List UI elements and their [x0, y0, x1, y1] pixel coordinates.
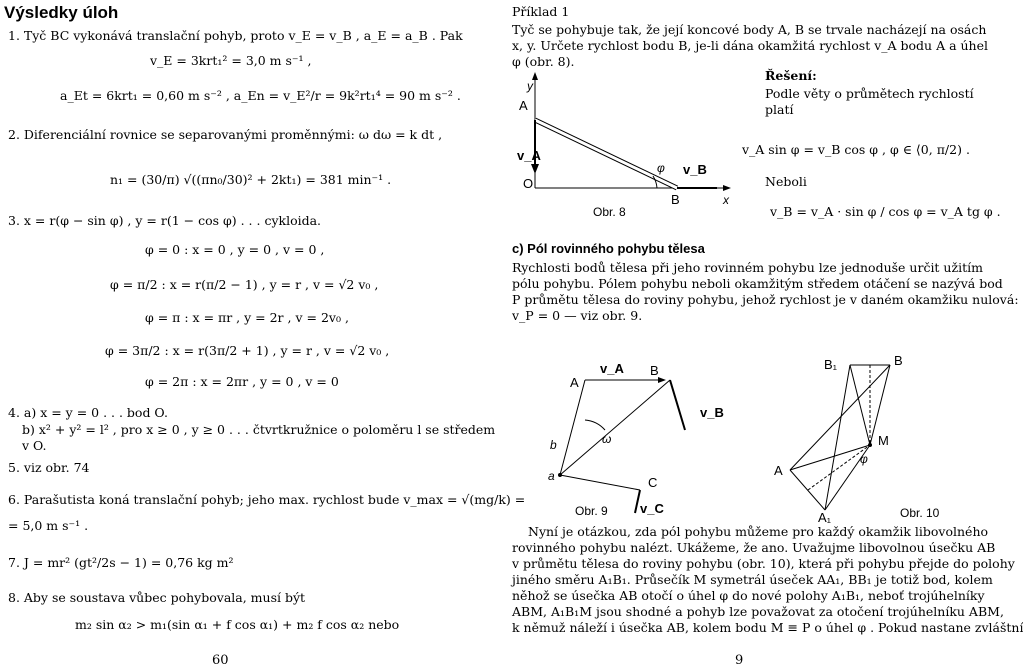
answer-3-line-1: φ = 0 : x = 0 , y = 0 , v = 0 , [145, 242, 325, 257]
answer-1: 1. Tyč BC vykonává translační pohyb, proto v_E = v_B , a_E = a_B . Pak [8, 28, 463, 43]
fig8-label-y: y [527, 79, 533, 93]
figure-10 [760, 345, 955, 525]
answer-2-formula: n₁ = (30/π) √((πn₀/30)² + 2kt₁) = 381 min⁻¹ . [110, 172, 392, 187]
fig8-label-o: O [523, 176, 534, 191]
x-axis-arrow [723, 185, 731, 191]
example-text-line-2: x, y. Určete rychlost bodu B, je-li dána okamžitá rychlost v_A bodu A a úhel [512, 38, 989, 53]
fig8-label-x: x [723, 193, 729, 207]
fig9-label-va: v_A [600, 361, 624, 376]
point-m [868, 443, 872, 447]
section-p1-line-2: pólu pohybu. Pólem pohybu neboli okamžitým středem otáčení se nazývá bod [512, 276, 1003, 291]
fig9-label-c: C [648, 475, 658, 490]
fig9-caption: Obr. 9 [575, 504, 608, 518]
answer-8-formula: m₂ sin α₂ > m₁(sin α₁ + f cos α₁) + m₂ f cos α₂ nebo [75, 617, 400, 632]
fig10-caption: Obr. 10 [900, 506, 940, 520]
answer-1-formula-2: a_Et = 6krt₁ = 0,60 m s⁻² , a_En = v_E²/r = 9k²rt₁⁴ = 90 m s⁻² . [60, 88, 461, 103]
page-number-right: 9 [735, 653, 744, 668]
fig8-caption: Obr. 8 [593, 205, 626, 219]
fig9-label-a: A [570, 375, 579, 390]
figure-8 [505, 68, 755, 228]
answer-3-line-3: φ = π : x = πr , y = 2r , v = 2v₀ , [145, 310, 349, 325]
example-text-line-3: φ (obr. 8). [512, 54, 575, 69]
figure-9 [540, 345, 740, 520]
solution-heading: Řešení: [765, 68, 817, 83]
section-p1-line-3: P průmětu tělesa do roviny pohybu, jehož rychlost je v daném okamžiku nulová: [512, 292, 1019, 307]
solution-text-line-2: platí [765, 102, 794, 117]
answer-1-formula-1: v_E = 3krt₁² = 3,0 m s⁻¹ , [150, 53, 312, 68]
fig9-label-small-a: a [548, 469, 555, 483]
fig8-label-phi: φ [657, 161, 665, 175]
section-p2-line-4: jiného směru A₁B₁. Průsečík M symetrál úseček AA₁, BB₁ je totiž bod, kolem [512, 572, 993, 587]
fig8-label-b: B [671, 192, 680, 207]
page-number-left: 60 [212, 653, 229, 668]
section-p2-line-2: rovinného pohybu nalézt. Ukážeme, že ano. Uvažujme libovolnou úsečku AB [512, 540, 996, 555]
fig9-label-small-b: b [550, 438, 557, 452]
example-text-line-1: Tyč se pohybuje tak, že její koncové body A, B se trvale nacházejí na osách [512, 22, 987, 37]
answer-3-line-5: φ = 2π : x = 2πr , y = 0 , v = 0 [145, 374, 339, 389]
answer-2: 2. Diferenciální rovnice se separovanými proměnnými: ω dω = k dt , [8, 127, 443, 142]
pole-point [558, 473, 562, 477]
fig10-label-b1: B₁ [824, 357, 838, 372]
fig9-label-omega: ω [602, 432, 612, 446]
answer-4b-cont: v O. [22, 438, 47, 453]
example-heading: Příklad 1 [512, 4, 570, 19]
velocity-va-head [531, 164, 539, 174]
fig10-label-a1: A₁ [818, 510, 832, 525]
answer-8: 8. Aby se soustava vůbec pohybovala, musí být [8, 590, 306, 605]
section-heading: c) Pól rovinného pohybu tělesa [512, 241, 705, 256]
fig9-label-b: B [650, 363, 659, 378]
solution-text-line-1: Podle věty o průmětech rychlostí [765, 86, 974, 101]
answer-3: 3. x = r(φ − sin φ) , y = r(1 − cos φ) . . . cykloida. [8, 213, 322, 228]
answer-7: 7. J = mr² (gt²/2s − 1) = 0,76 kg m² [8, 555, 234, 570]
section-p2-line-5: něhož se úsečka AB otočí o úhel φ do nové polohy A₁B₁, neboť trojúhelníky [512, 588, 985, 603]
segment-pole-c [560, 475, 640, 490]
answer-3-line-2: φ = π/2 : x = r(π/2 − 1) , y = r , v = √2 v₀ , [110, 277, 379, 292]
answer-5: 5. viz obr. 74 [8, 460, 90, 475]
answer-6: 6. Parašutista koná translační pohyb; jeho max. rychlost bude v_max = √(mg/k) = [8, 492, 526, 507]
fig8-label-vb: v_B [683, 162, 707, 177]
vb-arrow [670, 380, 685, 430]
solution-formula-1: v_A sin φ = v_B cos φ , φ ∈ ⟨0, π/2) . [742, 142, 970, 157]
fig9-label-vc: v_C [640, 501, 664, 516]
segment-b1m [850, 365, 870, 445]
section-p1-line-1: Rychlosti bodů tělesa při jeho rovinném pohybu lze jednoduše určit užitím [512, 260, 983, 275]
answer-6-cont: = 5,0 m s⁻¹ . [8, 518, 89, 533]
solution-formula-2: v_B = v_A · sin φ / cos φ = v_A tg φ . [770, 204, 1001, 219]
fig9-label-vb: v_B [700, 405, 724, 420]
omega-arc [585, 420, 605, 430]
section-p1-line-4: v_P = 0 — viz obr. 9. [512, 308, 643, 323]
segment-b-pole [560, 380, 670, 475]
fig10-label-b: B [894, 353, 903, 368]
section-p2-line-3: v průmětu tělesa do roviny pohybu (obr. 10), která při pohybu přejde do polohy [512, 556, 1015, 571]
va-arrow [658, 377, 666, 383]
fig10-label-phi: φ [860, 452, 868, 466]
fig10-label-a: A [774, 463, 783, 478]
fig8-label-a: A [519, 98, 528, 113]
solution-neboli: Neboli [765, 174, 807, 189]
section-p2-line-7: k němuž náleží i úsečka AB, kolem bodu M ≡ P o úhel φ . Pokud nastane zvláštní [512, 620, 1023, 635]
segment-aa1 [790, 470, 825, 510]
answer-4b: b) x² + y² = l² , pro x ≥ 0 , y ≥ 0 . . . čtvrtkružnice o poloměru l se středem [22, 422, 496, 437]
fig8-label-va: v_A [517, 148, 541, 163]
section-p2-line-6: ABM, A₁B₁M jsou shodné a pohyb lze považovat za otočení trojúhelníku ABM, [512, 604, 1004, 619]
answer-4a: 4. a) x = y = 0 . . . bod O. [8, 405, 168, 420]
answer-3-line-4: φ = 3π/2 : x = r(3π/2 + 1) , y = r , v = √2 v₀ , [105, 343, 390, 358]
page-title: Výsledky úloh [4, 3, 119, 22]
segment-a-pole [560, 380, 585, 475]
section-p2-line-1: Nyní je otázkou, zda pól pohybu můžeme pro každý okamžik libovolného [528, 524, 989, 539]
fig10-label-m: M [878, 433, 889, 448]
rod-inner [535, 120, 677, 188]
segment-a1b1 [825, 365, 850, 510]
